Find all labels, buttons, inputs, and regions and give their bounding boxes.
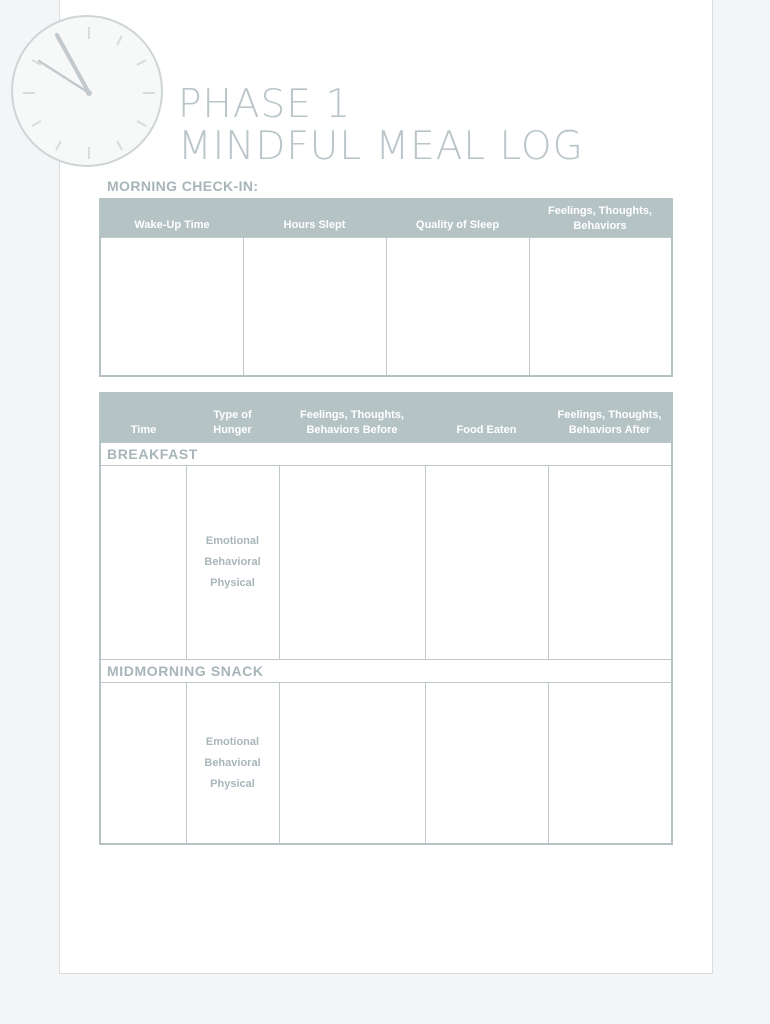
hunger-option-physical[interactable]: Physical [210, 577, 255, 589]
header-time: Time [100, 393, 186, 443]
feelings-after-cell[interactable] [548, 683, 672, 845]
hunger-option-behavioral[interactable]: Behavioral [204, 756, 261, 769]
meal-name: MIDMORNING SNACK [100, 660, 672, 683]
hunger-type-cell[interactable] [186, 683, 279, 845]
meal-section-midmorning-snack [100, 660, 672, 683]
hunger-option-behavioral[interactable]: Behavioral [204, 556, 261, 568]
morning-entry-row [100, 238, 672, 377]
food-eaten-cell[interactable] [425, 466, 548, 660]
header-hours-slept: Hours Slept [283, 219, 346, 231]
hunger-option-emotional[interactable]: Emotional [205, 735, 260, 748]
header-feelings: Feelings, Thoughts, Behaviors [529, 199, 672, 238]
page-title [178, 84, 584, 168]
meal-name: BREAKFAST [100, 443, 672, 466]
hunger-option-emotional[interactable]: Emotional [205, 535, 260, 547]
header-feelings-before: Feelings, Thoughts, Behaviors Before [279, 393, 425, 443]
morning-checkin-table [99, 198, 673, 377]
wake-up-time-cell[interactable] [100, 238, 243, 377]
hunger-option-physical[interactable]: Physical [210, 777, 255, 790]
hours-slept-cell[interactable] [243, 238, 386, 377]
morning-header-row [100, 199, 672, 238]
time-cell[interactable] [100, 466, 186, 660]
title-line-1: PHASE 1 [178, 82, 352, 127]
meal-log-header-row [100, 393, 672, 443]
time-cell[interactable] [100, 683, 186, 845]
quality-of-sleep-cell[interactable] [386, 238, 529, 377]
meal-entry-row [100, 683, 672, 845]
clock-icon [11, 15, 163, 167]
feelings-before-cell[interactable] [279, 683, 425, 845]
feelings-cell[interactable] [529, 238, 672, 377]
feelings-before-cell[interactable] [279, 466, 425, 660]
feelings-after-cell[interactable] [548, 466, 672, 660]
food-eaten-cell[interactable] [425, 683, 548, 845]
hunger-type-cell[interactable] [186, 466, 279, 660]
meal-section-breakfast [100, 443, 672, 466]
morning-checkin-label: MORNING CHECK-IN: [107, 178, 259, 194]
meal-entry-row [100, 466, 672, 660]
header-type-of-hunger: Type of Hunger [186, 393, 279, 443]
header-feelings-after: Feelings, Thoughts, Behaviors After [548, 393, 672, 443]
meal-log-table [99, 392, 673, 845]
header-quality-of-sleep: Quality of Sleep [415, 219, 500, 231]
header-food-eaten: Food Eaten [425, 393, 548, 443]
header-wake-up-time: Wake-Up Time [134, 219, 210, 231]
title-line-2: MINDFUL MEAL LOG [178, 124, 584, 169]
